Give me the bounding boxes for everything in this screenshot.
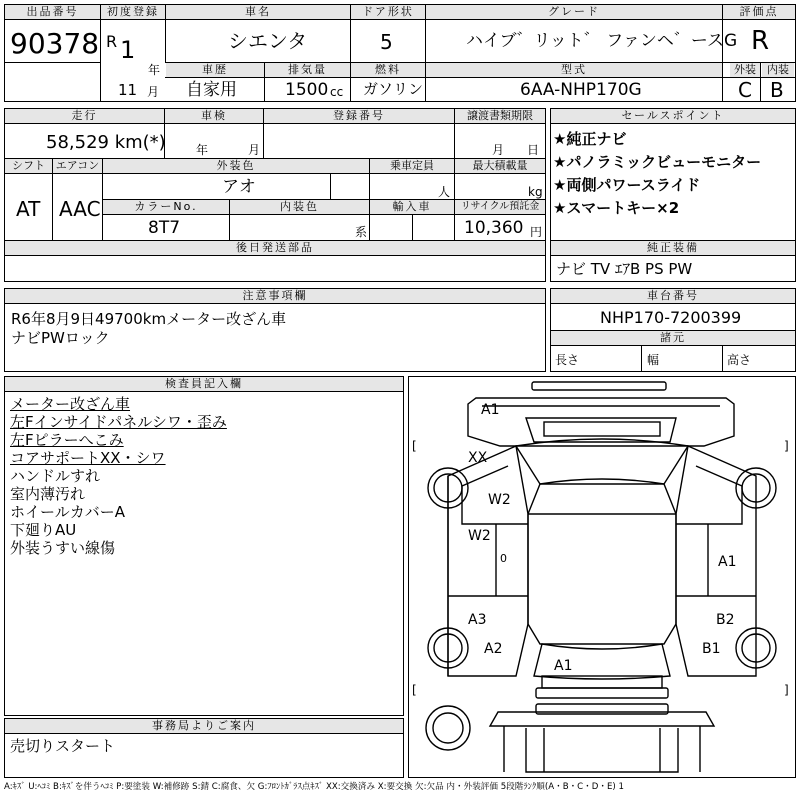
load-unit: kg: [528, 185, 543, 199]
label-aircon: エアコン: [53, 159, 102, 173]
transfer-day: 日: [527, 143, 540, 157]
chassis-number: NHP170-7200399: [600, 308, 742, 327]
label-interior: 内装: [762, 63, 794, 77]
notes-line: R6年8月9日49700kmメーター改ざん車: [11, 310, 287, 328]
label-recycle: リサイクル預託金: [455, 200, 545, 214]
dim-length: 長さ: [555, 353, 580, 367]
label-door: ドア形状: [351, 5, 425, 19]
door-mark: 0: [500, 552, 507, 565]
sales-point: ★パノラミックビューモニター: [553, 153, 762, 171]
inspector-line: 左Fインサイドパネルシワ・歪み: [10, 413, 227, 431]
label-score: 評価点: [723, 5, 795, 19]
label-model: 型式: [426, 63, 722, 77]
exterior-color: アオ: [222, 177, 256, 197]
interior-grade: B: [770, 78, 784, 102]
label-load: 最大積載量: [455, 159, 545, 173]
damage-mark: XX: [468, 450, 488, 466]
label-equipment: 純正装備: [551, 241, 795, 255]
equipment-value: ナビ TV ｴｱB PS PW: [556, 260, 693, 278]
sales-point: ★スマートキー×2: [553, 199, 680, 217]
damage-mark: W2: [468, 528, 491, 544]
recycle-fee: 10,360: [464, 218, 524, 238]
label-transfer: 譲渡書類期限: [455, 109, 545, 123]
label-sales-point: セールスポイント: [551, 109, 795, 123]
model-code: 6AA-NHP170G: [520, 80, 642, 100]
exterior-grade: C: [738, 78, 752, 102]
inspector-line: ハンドルすれ: [10, 467, 101, 485]
grade: ハイブ゛リット゛ ファンヘ゛ースG: [466, 31, 738, 51]
score: R: [751, 26, 770, 56]
cc-unit: cc: [330, 85, 344, 99]
label-dims: 諸元: [551, 331, 795, 345]
sales-point: ★純正ナビ: [553, 130, 627, 148]
year-unit: 年: [148, 63, 161, 77]
label-chassis: 車台番号: [551, 289, 795, 303]
label-color-no: カラーNo.: [103, 200, 229, 214]
sales-point: ★両側パワースライド: [553, 176, 701, 194]
capacity-unit: 人: [438, 185, 451, 199]
bracket: [: [412, 439, 417, 453]
label-mileage: 走行: [5, 109, 164, 123]
recycle-unit: 円: [530, 225, 543, 239]
inspector-line: ホイールカバーA: [10, 503, 125, 521]
sales-point-list: [553, 128, 761, 220]
damage-mark: B1: [702, 641, 721, 657]
inspection-month: 月: [248, 143, 261, 157]
damage-mark: B2: [716, 612, 735, 628]
bracket: ]: [784, 439, 789, 453]
inspector-line: 室内薄汚れ: [10, 485, 86, 503]
label-history: 車歴: [166, 63, 264, 77]
shift: AT: [16, 197, 41, 221]
label-grade: グレード: [426, 5, 722, 19]
inspector-line: メーター改ざん車: [10, 395, 131, 413]
notes-text: [11, 310, 286, 348]
reg-year: 1: [120, 36, 136, 64]
label-import: 輸入車: [370, 200, 454, 214]
month-unit: 月: [147, 85, 160, 99]
fuel: ガソリン: [363, 80, 424, 98]
label-office: 事務局よりご案内: [5, 719, 403, 733]
lot-number: 90378: [10, 27, 100, 60]
legend: A:ｷｽﾞ U:ﾍｺﾐ B:ｷｽﾞを伴うﾍｺﾐ P:要塗装 W:補修跡 S:錆 C:腐食、欠 G:ﾌﾛﾝﾄｶﾞﾗｽ点ｷｽﾞ XX:交換済み X:要交換 欠:欠品 内・外装評価 5段階ﾗﾝｸ順(A・B・C・D・E) 1: [4, 782, 624, 792]
label-capacity: 乗車定員: [370, 159, 454, 173]
transfer-month: 月: [492, 143, 505, 157]
inspector-line: 外装うすい線傷: [10, 539, 116, 557]
inspection-year: 年: [196, 143, 209, 157]
label-displacement: 排気量: [265, 63, 350, 77]
car-name: シエンタ: [228, 29, 308, 53]
door-count: 5: [380, 30, 393, 54]
label-fuel: 燃料: [351, 63, 425, 77]
reg-month: 11: [118, 81, 138, 99]
label-notes: 注意事項欄: [5, 289, 545, 303]
bracket: ]: [784, 683, 789, 697]
car-history: 自家用: [186, 80, 237, 100]
damage-mark: A1: [554, 658, 573, 674]
inspector-line: 左Fピラーへこみ: [10, 431, 124, 449]
office-text: 売切りスタート: [10, 737, 116, 755]
label-int-color: 内装色: [230, 200, 369, 214]
damage-mark: A3: [468, 612, 487, 628]
dim-height: 高さ: [727, 353, 752, 367]
notes-line: ナビPWロック: [11, 329, 110, 347]
inspector-line: コアサポートXX・シワ: [10, 449, 166, 467]
label-car-name: 車名: [166, 5, 350, 19]
inspector-notes: [10, 395, 227, 557]
label-parts: 後日発送部品: [5, 241, 545, 255]
label-first-reg: 初度登録: [101, 5, 165, 19]
displacement: 1500: [285, 80, 329, 100]
aircon: AAC: [59, 197, 101, 221]
damage-mark: W2: [488, 492, 511, 508]
era: R: [106, 32, 118, 51]
inspector-line: 下廻りAU: [10, 521, 77, 539]
mileage: 58,529 km(*): [46, 132, 166, 153]
label-lot-no: 出品番号: [5, 5, 100, 19]
label-plate: 登録番号: [264, 109, 454, 123]
label-color: 外装色: [103, 159, 369, 173]
label-inspector: 検査員記入欄: [5, 377, 403, 391]
label-exterior: 外装: [730, 63, 760, 77]
damage-mark: A1: [718, 554, 737, 570]
int-color-unit: 系: [355, 225, 368, 239]
label-inspection: 車検: [165, 109, 263, 123]
color-number: 8T7: [148, 218, 181, 238]
car-diagram: [408, 376, 796, 778]
bracket: [: [412, 683, 417, 697]
damage-mark: A2: [484, 641, 503, 657]
label-shift: シフト: [5, 159, 52, 173]
damage-mark: A1: [481, 402, 500, 418]
dim-width: 幅: [647, 353, 660, 367]
